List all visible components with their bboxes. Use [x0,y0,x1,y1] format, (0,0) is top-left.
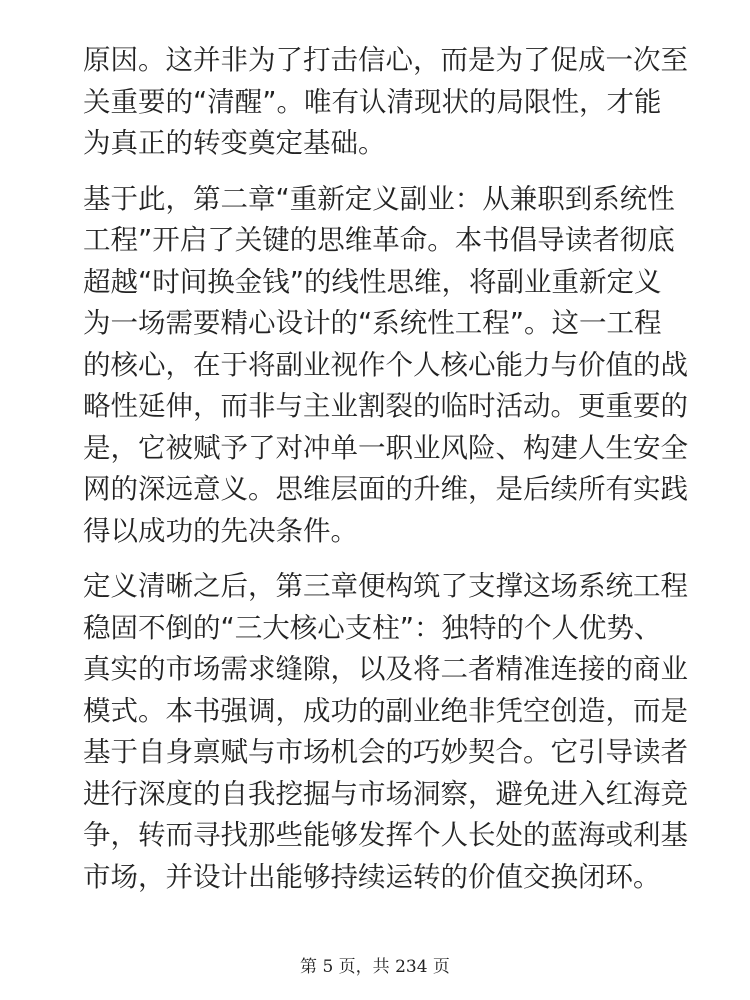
text-line: 得以成功的先决条件。 [83,514,358,547]
text-line: 争，转而寻找那些能够发挥个人长处的蓝海或利基 [83,819,688,851]
text-line: 超越“时间换金钱”的线性思维，将副业重新定义 [83,265,662,298]
text-line: 真实的市场需求缝隙，以及将二者精准连接的商业 [83,653,688,685]
text-line: 进行深度的自我挖掘与市场洞察，避免进入红海竞 [83,777,688,810]
text-line: 定义清晰之后，第三章便构筑了支撑这场系统工程 [83,570,688,602]
text-line: 工程”开启了关键的思维革命。本书倡导读者彻底 [83,224,675,256]
text-line: 网的深远意义。思维层面的升维，是后续所有实践 [83,473,688,505]
text-line: 的核心，在于将副业视作个人核心能力与价值的战 [83,348,688,381]
text-line: 模式。本书强调，成功的副业绝非凭空创造，而是 [83,694,688,727]
paragraph-1 [83,40,688,165]
body-text [83,40,688,912]
page-number-footer: 第 5 页，共 234 页 [300,957,450,977]
text-line: 关重要的“清醒”。唯有认清现状的局限性，才能 [83,85,662,118]
text-line: 为一场需要精心设计的“系统性工程”。这一工程 [83,307,662,339]
text-line: 原因。这并非为了打击信心，而是为了促成一次至 [83,44,688,76]
text-line: 为真正的转变奠定基础。 [83,127,386,159]
text-line: 略性延伸，而非与主业割裂的临时活动。更重要的 [83,390,688,422]
text-line: 基于此，第二章“重新定义副业：从兼职到系统性 [83,182,675,215]
paragraph-2 [83,179,688,553]
text-line: 基于自身禀赋与市场机会的巧妙契合。它引导读者 [83,736,688,768]
text-line: 是，它被赋予了对冲单一职业风险、构建人生安全 [83,431,688,464]
text-line: 市场，并设计出能够持续运转的价值交换闭环。 [83,860,661,893]
text-line: 稳固不倒的“三大核心支柱”：独特的个人优势、 [83,611,662,644]
paragraph-3 [83,566,688,898]
